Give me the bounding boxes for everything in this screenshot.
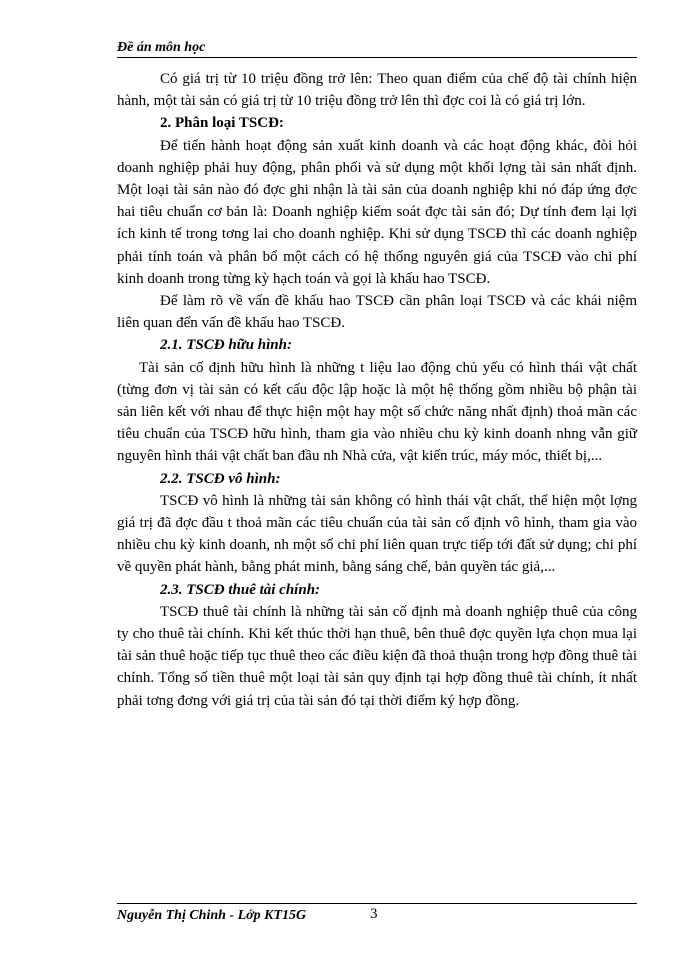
heading-classification: 2. Phân loại TSCĐ:	[160, 115, 284, 132]
paragraph-classification-2: Để làm rõ về vấn đề khấu hao TSCĐ cần phân loại TSCĐ và các khái niệm liên quan đến vấn đề khấu hao TSCĐ.	[117, 293, 637, 332]
document-body	[117, 68, 637, 712]
paragraph-intro: Có giá trị từ 10 triệu đồng trở lên: Theo quan điểm của chế độ tài chính hiện hành, một tài sản có giá trị từ 10 triệu đồng trở lên thì đợc coi là có giá trị lớn.	[117, 71, 637, 110]
heading-finance-lease-assets: 2.3. TSCĐ thuê tài chính:	[160, 581, 321, 598]
paragraph-tangible-assets: Tài sản cố định hữu hình là những t liệu lao động chủ yếu có hình thái vật chất (từng đơn vị tài sản có kết cấu độc lập hoặc là một hệ thống gồm nhiều bộ phận tài sản liên kết với nhau để thực hiện một hay một số chức năng nhất định) thoả mãn các tiêu chuẩn của TSCĐ hữu hình, tham gia vào nhiều chu kỳ kinh doanh nhng vẫn giữ nguyên hình thái vật chất ban đầu nh Nhà cửa, vật kiến trúc, máy móc, thiết bị,...	[117, 359, 637, 465]
paragraph-classification-1: Để tiến hành hoạt động sản xuất kinh doanh và các hoạt động khác, đòi hỏi doanh nghiệp phải huy động, phân phối và sử dụng một khối lợng tài sản nhất định. Một loại tài sản nào đó đợc ghi nhận là tài sản của doanh nghiệp khi nó đáp ứng đợc hai tiêu chuẩn cơ bản là: Doanh nghiệp kiểm soát đợc tài sản đó; Dự tính đem lại lợi ích kinh tế trong tơng lai cho doanh nghiệp. Khi sử dụng TSCĐ thì các doanh nghiệp phải tính toán và phân bổ một cách có hệ thống nguyên giá của TSCĐ vào chi phí kinh doanh trong từng kỳ hạch toán và gọi là khấu hao TSCĐ.	[117, 137, 637, 287]
heading-tangible-assets: 2.1. TSCĐ hữu hình:	[160, 337, 292, 354]
paragraph-finance-lease-assets: TSCĐ thuê tài chính là những tài sản cố định mà doanh nghiệp thuê của công ty cho thuê tài chính. Khi kết thúc thời hạn thuê, bên thuê đợc quyền lựa chọn mua lại tài sản thuê hoặc tiếp tục thuê theo các điều kiện đã thoả thuận trong hợp đồng thuê tài chính. Tổng số tiền thuê một loại tài sản quy định tại hợp đồng thuê tài chính, ít nhất phải tơng đơng với giá trị của tài sản đó tại thời điểm ký hợp đồng.	[117, 603, 637, 709]
page-number: 3	[370, 906, 378, 922]
paragraph-intangible-assets: TSCĐ vô hình là những tài sản không có hình thái vật chất, thể hiện một lợng giá trị đã đợc đầu t thoả mãn các tiêu chuẩn của tài sản cố định vô hình, tham gia vào nhiều chu kỳ kinh doanh, nh một số chi phí liên quan trực tiếp tới đất sử dụng; chi phí về quyền phát hành, bằng phát minh, bằng sáng chế, bản quyền tác giả,...	[117, 492, 637, 576]
heading-intangible-assets: 2.2. TSCĐ vô hình:	[160, 470, 281, 487]
header-rule	[117, 57, 637, 58]
running-header: Đề án môn học	[117, 40, 206, 55]
footer-author: Nguyễn Thị Chinh - Lớp KT15G	[117, 908, 307, 923]
footer-rule	[117, 903, 637, 904]
